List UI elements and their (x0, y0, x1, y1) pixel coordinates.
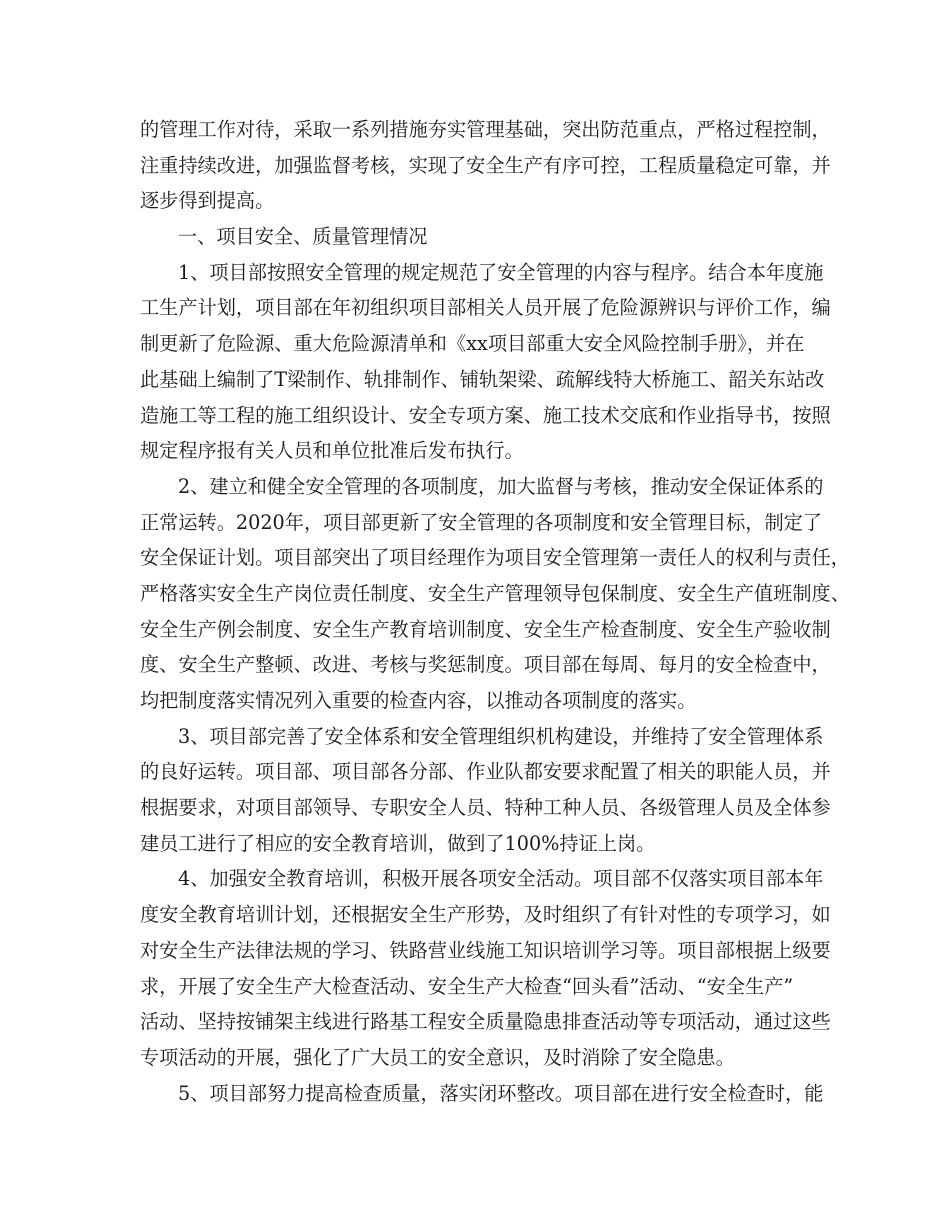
text-line: 根据要求，对项目部领导、专职安全人员、特种工种人员、各级管理人员及全体参 (140, 796, 831, 820)
text-line: 安全保证计划。项目部突出了项目经理作为项目安全管理第一责任人的权利与责任， (140, 546, 850, 570)
text-line: 严格落实安全生产岗位责任制度、安全生产管理领导包保制度、安全生产值班制度、 (140, 581, 850, 605)
document-body (140, 112, 850, 1111)
text-line: 一、项目安全、质量管理情况 (178, 225, 428, 249)
paragraph (140, 719, 830, 862)
text-line: 5、项目部努力提高检查质量，落实闭环整改。项目部在进行安全检查时，能 (178, 1081, 824, 1105)
text-line: 4、加强安全教育培训，积极开展各项安全活动。项目部不仅落实项目部本年 (178, 867, 824, 891)
text-line: 安全生产例会制度、安全生产教育培训制度、安全生产检查制度、安全生产验收制 (140, 617, 831, 641)
section-heading (140, 219, 830, 255)
text-line: 正常运转。2020年，项目部更新了安全管理的各项制度和安全管理目标，制定了 (140, 510, 823, 534)
text-line: 3、项目部完善了安全体系和安全管理组织机构建设，并维持了安全管理体系 (178, 724, 824, 748)
text-line: 1、项目部按照安全管理的规定规范了安全管理的内容与程序。结合本年度施 (178, 260, 824, 284)
text-line: 对安全生产法律法规的学习、铁路营业线施工知识培训学习等。项目部根据上级要 (140, 938, 831, 962)
paragraph (140, 255, 830, 469)
paragraph (140, 112, 830, 219)
text-line: 建员工进行了相应的安全教育培训，做到了100%持证上岗。 (140, 831, 656, 855)
paragraph (140, 861, 830, 1075)
text-line: 度、安全生产整顿、改进、考核与奖惩制度。项目部在每周、每月的安全检查中， (140, 653, 831, 677)
text-line: 逐步得到提高。 (140, 189, 275, 213)
text-line: 工生产计划，项目部在年初组织项目部相关人员开展了危险源辨识与评价工作，编 (140, 296, 831, 320)
text-line: 度安全教育培训计划，还根据安全生产形势，及时组织了有针对性的专项学习，如 (140, 903, 831, 927)
text-line: 均把制度落实情况列入重要的检查内容，以推动各项制度的落实。 (140, 689, 697, 712)
text-line: 活动、坚持按铺架主线进行路基工程安全质量隐患排查活动等专项活动，通过这些 (140, 1010, 831, 1034)
text-line: 此基础上编制了T梁制作、轨排制作、铺轨架梁、疏解线特大桥施工、韶关东站改 (140, 367, 825, 391)
text-line: 的管理工作对待，采取一系列措施夯实管理基础，突出防范重点，严格过程控制， (140, 118, 831, 141)
paragraph (140, 1076, 830, 1112)
text-line: 的良好运转。项目部、项目部各分部、作业队都安要求配置了相关的职能人员，并 (140, 760, 831, 784)
text-line: 制更新了危险源、重大危险源清单和《xx项目部重大安全风险控制手册》，并在 (140, 332, 805, 356)
text-line: 求，开展了安全生产大检查活动、安全生产大检查“回头看”活动、“安全生产” (140, 974, 794, 998)
text-line: 规定程序报有关人员和单位批准后发布执行。 (140, 439, 524, 463)
text-line: 造施工等工程的施工组织设计、安全专项方案、施工技术交底和作业指导书，按照 (140, 403, 831, 427)
text-line: 注重持续改进，加强监督考核，实现了安全生产有序可控，工程质量稳定可靠，并 (140, 153, 831, 177)
text-line: 专项活动的开展，强化了广大员工的安全意识，及时消除了安全隐患。 (140, 1045, 735, 1069)
paragraph (140, 469, 850, 719)
text-line: 2、建立和健全安全管理的各项制度，加大监督与考核，推动安全保证体系的 (178, 474, 824, 498)
